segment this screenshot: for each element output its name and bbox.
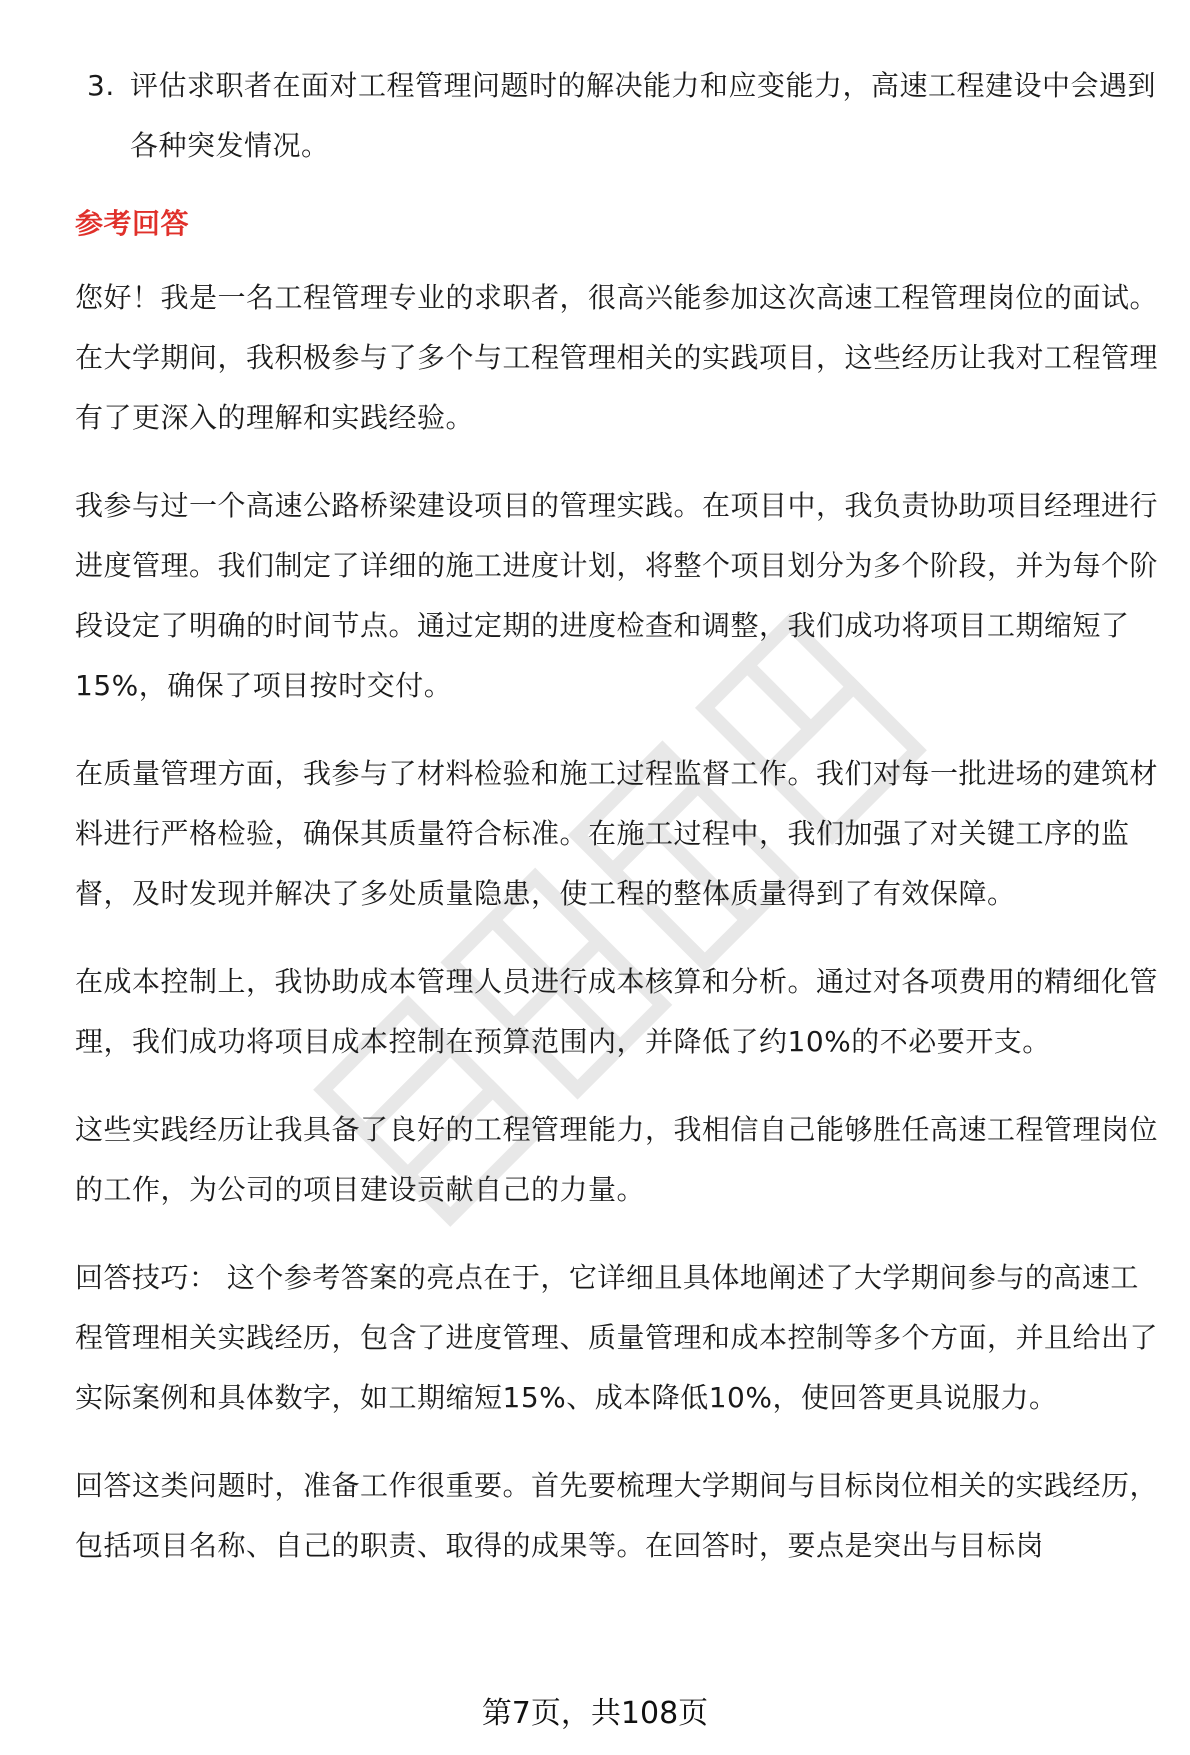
- page-footer: 第7页，共108页: [481, 1696, 709, 1731]
- paragraph-tips: 回答技巧： 这个参考答案的亮点在于，它详细且具体地阐述了大学期间参与的高速工程管理相关实践经历，包含了进度管理、质量管理和成本控制等多个方面，并且给出了实际案例和具体数字，如工期缩短15%、成本降低10%，使回答更具说服力。: [75, 1261, 1159, 1414]
- document-body: [75, 56, 1165, 1604]
- list-number: 3.: [87, 69, 115, 102]
- section-title: 参考回答: [75, 207, 190, 240]
- paragraph-cost: 在成本控制上，我协助成本管理人员进行成本核算和分析。通过对各项费用的精细化管理，我们成功将项目成本控制在预算范围内，并降低了约10%的不必要开支。: [75, 965, 1159, 1058]
- paragraph-conclusion: 这些实践经历让我具备了良好的工程管理能力，我相信自己能够胜任高速工程管理岗位的工作，为公司的项目建设贡献自己的力量。: [75, 1113, 1159, 1206]
- paragraph-advice: 回答这类问题时，准备工作很重要。首先要梳理大学期间与目标岗位相关的实践经历，包括项目名称、自己的职责、取得的成果等。在回答时，要点是突出与目标岗: [75, 1469, 1159, 1562]
- paragraph-schedule: 我参与过一个高速公路桥梁建设项目的管理实践。在项目中，我负责协助项目经理进行进度管理。我们制定了详细的施工进度计划，将整个项目划分为多个阶段，并为每个阶段设定了明确的时间节点。通过定期的进度检查和调整，我们成功将项目工期缩短了15%，确保了项目按时交付。: [75, 489, 1159, 702]
- list-item: [75, 56, 1165, 176]
- paragraph-intro: 您好！我是一名工程管理专业的求职者，很高兴能参加这次高速工程管理岗位的面试。在大学期间，我积极参与了多个与工程管理相关的实践项目，这些经历让我对工程管理有了更深入的理解和实践经验。: [75, 281, 1159, 434]
- list-item-text: 评估求职者在面对工程管理问题时的解决能力和应变能力，高速工程建设中会遇到各种突发情况。: [130, 69, 1157, 162]
- paragraph-quality: 在质量管理方面，我参与了材料检验和施工过程监督工作。我们对每一批进场的建筑材料进行严格检验，确保其质量符合标准。在施工过程中，我们加强了对关键工序的监督，及时发现并解决了多处质量隐患，使工程的整体质量得到了有效保障。: [75, 757, 1159, 910]
